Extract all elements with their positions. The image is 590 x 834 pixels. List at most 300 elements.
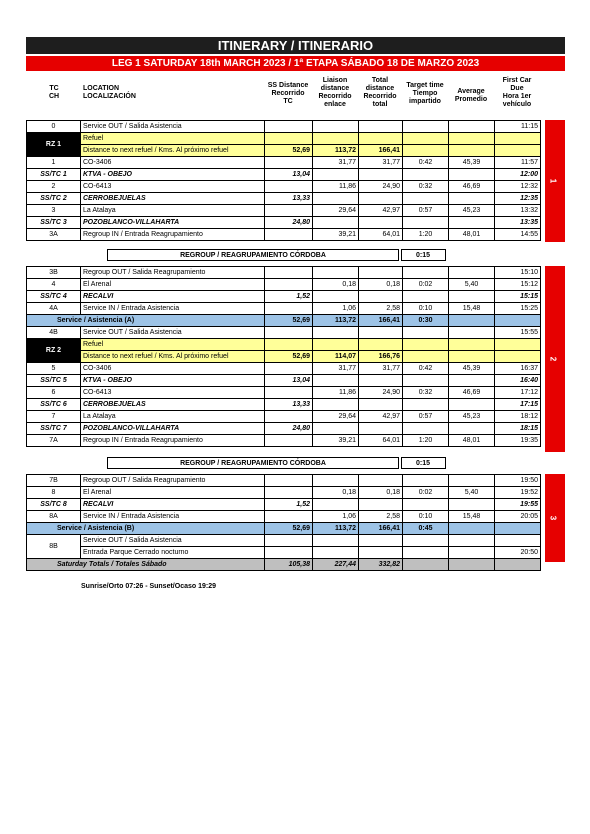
cell-avg: 48,01 <box>449 435 495 447</box>
cell-total: 332,82 <box>359 559 403 571</box>
cell-first: 17:15 <box>495 399 541 411</box>
page-title: ITINERARY / ITINERARIO <box>26 37 565 54</box>
cell-liaison: 1,06 <box>313 511 359 523</box>
cell-total: 64,01 <box>359 229 403 241</box>
cell-first: 16:40 <box>495 375 541 387</box>
cell-ss <box>265 511 313 523</box>
table-row <box>27 375 541 387</box>
cell-avg <box>449 217 495 229</box>
cell-target: 1:20 <box>403 435 449 447</box>
table-row <box>27 351 541 363</box>
cell-avg <box>449 399 495 411</box>
cell-liaison <box>313 121 359 133</box>
header-average: Average Promedio <box>454 88 488 103</box>
table-row <box>27 327 541 339</box>
cell-liaison: 113,72 <box>313 523 359 535</box>
cell-liaison: 0,18 <box>313 279 359 291</box>
leg-label-1: 1 <box>548 178 558 184</box>
cell-avg <box>449 499 495 511</box>
cell-ss: 52,69 <box>265 351 313 363</box>
header-location: LOCATION LOCALIZACIÓN <box>83 85 136 100</box>
cell-target: 0:57 <box>403 411 449 423</box>
cell-first: 20:05 <box>495 511 541 523</box>
header-tc: TC CH <box>48 85 60 100</box>
cell-total: 31,77 <box>359 363 403 375</box>
cell-first <box>495 315 541 327</box>
table-row <box>27 267 541 279</box>
cell-liaison <box>313 169 359 181</box>
cell-avg <box>449 121 495 133</box>
cell-liaison: 31,77 <box>313 363 359 375</box>
cell-ss <box>265 157 313 169</box>
cell-ss: 105,38 <box>265 559 313 571</box>
cell-total <box>359 339 403 351</box>
cell-loc: RECALVI <box>81 291 265 303</box>
cell-avg <box>449 523 495 535</box>
cell-ss <box>265 267 313 279</box>
cell-avg <box>449 423 495 435</box>
cell-ss <box>265 411 313 423</box>
cell-loc: La Atalaya <box>81 411 265 423</box>
cell-target <box>403 423 449 435</box>
table-row <box>27 475 541 487</box>
cell-ss <box>265 121 313 133</box>
cell-avg: 15,48 <box>449 303 495 315</box>
cell-avg: 48,01 <box>449 229 495 241</box>
cell-total <box>359 217 403 229</box>
cell-loc: CERROBEJUELAS <box>81 193 265 205</box>
cell-target <box>403 351 449 363</box>
cell-ss: 52,69 <box>265 145 313 157</box>
cell-ss <box>265 475 313 487</box>
cell-avg: 45,39 <box>449 363 495 375</box>
cell-first: 19:52 <box>495 487 541 499</box>
cell-tc: 0 <box>27 121 81 133</box>
cell-total <box>359 327 403 339</box>
table-row <box>27 181 541 193</box>
cell-first: 18:15 <box>495 423 541 435</box>
cell-loc: Service / Asistencia (B) <box>27 523 265 535</box>
cell-avg <box>449 475 495 487</box>
cell-avg <box>449 339 495 351</box>
cell-ss: 13,04 <box>265 375 313 387</box>
cell-loc: Refuel <box>81 133 265 145</box>
table-row <box>27 169 541 181</box>
cell-loc: CO-6413 <box>81 181 265 193</box>
cell-total <box>359 535 403 547</box>
cell-target: 0:02 <box>403 279 449 291</box>
cell-first: 13:35 <box>495 217 541 229</box>
cell-target: 0:10 <box>403 303 449 315</box>
cell-first: 19:35 <box>495 435 541 447</box>
cell-ss <box>265 387 313 399</box>
cell-ss <box>265 279 313 291</box>
cell-ss <box>265 535 313 547</box>
cell-target <box>403 291 449 303</box>
table-row <box>27 121 541 133</box>
cell-first <box>495 133 541 145</box>
table-row <box>27 291 541 303</box>
cell-target: 0:57 <box>403 205 449 217</box>
cell-total: 166,41 <box>359 145 403 157</box>
cell-total: 42,97 <box>359 205 403 217</box>
cell-target <box>403 547 449 559</box>
cell-loc: POZOBLANCO-VILLAHARTA <box>81 217 265 229</box>
cell-target <box>403 133 449 145</box>
cell-liaison: 39,21 <box>313 435 359 447</box>
cell-ss <box>265 181 313 193</box>
cell-target: 0:02 <box>403 487 449 499</box>
cell-avg <box>449 547 495 559</box>
cell-loc: El Arenal <box>81 487 265 499</box>
cell-ss <box>265 205 313 217</box>
cell-liaison <box>313 133 359 145</box>
cell-total: 24,90 <box>359 387 403 399</box>
cell-total <box>359 193 403 205</box>
cell-ss <box>265 339 313 351</box>
cell-first: 18:12 <box>495 411 541 423</box>
cell-first: 11:15 <box>495 121 541 133</box>
cell-tc: 5 <box>27 363 81 375</box>
cell-ss <box>265 327 313 339</box>
cell-total <box>359 375 403 387</box>
itinerary-section-2 <box>26 266 541 447</box>
cell-target <box>403 327 449 339</box>
cell-tc: SS/TC 7 <box>27 423 81 435</box>
cell-loc: KTVA - OBEJO <box>81 375 265 387</box>
cell-loc: Service IN / Entrada Asistencia <box>81 303 265 315</box>
cell-ss: 24,80 <box>265 423 313 435</box>
cell-liaison: 31,77 <box>313 157 359 169</box>
cell-first: 19:55 <box>495 499 541 511</box>
cell-ss: 52,69 <box>265 315 313 327</box>
cell-tc: SS/TC 8 <box>27 499 81 511</box>
cell-first: 15:15 <box>495 291 541 303</box>
cell-total <box>359 267 403 279</box>
cell-loc: Regroup OUT / Salida Reagrupamiento <box>81 475 265 487</box>
cell-loc: El Arenal <box>81 279 265 291</box>
cell-tc: 4A <box>27 303 81 315</box>
page-subtitle: LEG 1 SATURDAY 18th MARCH 2023 / 1ª ETAPA SÁBADO 18 DE MARZO 2023 <box>26 56 565 71</box>
cell-target: 0:45 <box>403 523 449 535</box>
cell-avg: 45,39 <box>449 157 495 169</box>
header-total: Total distance Recorrido total <box>363 77 397 108</box>
cell-loc: Regroup IN / Entrada Reagrupamiento <box>81 229 265 241</box>
cell-liaison <box>313 499 359 511</box>
cell-tc: 2 <box>27 181 81 193</box>
table-row <box>27 279 541 291</box>
cell-total: 31,77 <box>359 157 403 169</box>
cell-loc: Service OUT / Salida Asistencia <box>81 327 265 339</box>
sunrise-sunset: Sunrise/Orto 07:26 - Sunset/Ocaso 19:29 <box>81 583 216 590</box>
cell-liaison: 114,07 <box>313 351 359 363</box>
table-row <box>27 559 541 571</box>
cell-total: 0,18 <box>359 279 403 291</box>
cell-liaison <box>313 535 359 547</box>
cell-first: 12:32 <box>495 181 541 193</box>
itinerary-section-3 <box>26 474 541 571</box>
table-row <box>27 145 541 157</box>
table-row <box>27 193 541 205</box>
cell-target: 0:32 <box>403 181 449 193</box>
cell-liaison <box>313 375 359 387</box>
cell-target: 0:30 <box>403 315 449 327</box>
cell-avg <box>449 351 495 363</box>
cell-target: 0:42 <box>403 363 449 375</box>
table-row <box>27 387 541 399</box>
regroup-row-1: REGROUP / REAGRUPAMIENTO CÓRDOBA <box>107 249 399 261</box>
cell-loc: Service OUT / Salida Asistencia <box>81 121 265 133</box>
itinerary-section-1 <box>26 120 541 241</box>
cell-tc: 7B <box>27 475 81 487</box>
cell-first: 13:32 <box>495 205 541 217</box>
regroup-row-2: REGROUP / REAGRUPAMIENTO CÓRDOBA <box>107 457 399 469</box>
table-row <box>27 133 541 145</box>
cell-avg: 45,23 <box>449 411 495 423</box>
cell-target <box>403 169 449 181</box>
cell-liaison: 11,86 <box>313 181 359 193</box>
cell-target <box>403 267 449 279</box>
cell-target: 1:20 <box>403 229 449 241</box>
cell-tc: SS/TC 4 <box>27 291 81 303</box>
cell-avg: 5,40 <box>449 487 495 499</box>
cell-total: 64,01 <box>359 435 403 447</box>
cell-loc: Regroup IN / Entrada Reagrupamiento <box>81 435 265 447</box>
cell-total: 166,41 <box>359 315 403 327</box>
cell-ss: 24,80 <box>265 217 313 229</box>
cell-target: 0:10 <box>403 511 449 523</box>
cell-target <box>403 399 449 411</box>
cell-loc: La Atalaya <box>81 205 265 217</box>
cell-first: 15:10 <box>495 267 541 279</box>
cell-ss: 1,52 <box>265 291 313 303</box>
cell-ss <box>265 435 313 447</box>
cell-first <box>495 145 541 157</box>
table-row <box>27 487 541 499</box>
cell-liaison <box>313 399 359 411</box>
cell-ss <box>265 363 313 375</box>
cell-tc: 3A <box>27 229 81 241</box>
cell-ss <box>265 547 313 559</box>
table-row <box>27 435 541 447</box>
cell-avg <box>449 559 495 571</box>
cell-liaison <box>313 547 359 559</box>
cell-first: 11:57 <box>495 157 541 169</box>
cell-tc: SS/TC 3 <box>27 217 81 229</box>
cell-target <box>403 559 449 571</box>
cell-tc: 1 <box>27 157 81 169</box>
cell-ss: 1,52 <box>265 499 313 511</box>
cell-ss: 13,04 <box>265 169 313 181</box>
header-liaison: Liaison distance Recorrido enlace <box>318 77 352 108</box>
cell-total <box>359 475 403 487</box>
cell-tc: 3B <box>27 267 81 279</box>
cell-first <box>495 535 541 547</box>
cell-first: 19:50 <box>495 475 541 487</box>
cell-loc: POZOBLANCO-VILLAHARTA <box>81 423 265 435</box>
cell-tc: SS/TC 2 <box>27 193 81 205</box>
cell-total <box>359 499 403 511</box>
cell-first: 16:37 <box>495 363 541 375</box>
cell-avg: 46,69 <box>449 387 495 399</box>
cell-first <box>495 351 541 363</box>
cell-total: 0,18 <box>359 487 403 499</box>
cell-loc: KTVA - OBEJO <box>81 169 265 181</box>
cell-total: 2,58 <box>359 303 403 315</box>
cell-target <box>403 145 449 157</box>
cell-total: 166,76 <box>359 351 403 363</box>
cell-loc: CERROBEJUELAS <box>81 399 265 411</box>
cell-avg <box>449 291 495 303</box>
table-row <box>27 339 541 351</box>
regroup-time-2: 0:15 <box>401 457 446 469</box>
cell-liaison <box>313 475 359 487</box>
cell-tc: RZ 2 <box>27 339 81 363</box>
cell-ss <box>265 229 313 241</box>
cell-avg <box>449 169 495 181</box>
header-ss-distance: SS Distance Recorrido TC <box>267 82 309 105</box>
cell-target <box>403 499 449 511</box>
cell-tc: 8A <box>27 511 81 523</box>
cell-loc: Service / Asistencia (A) <box>27 315 265 327</box>
cell-liaison <box>313 423 359 435</box>
table-row <box>27 205 541 217</box>
cell-liaison: 0,18 <box>313 487 359 499</box>
cell-target <box>403 121 449 133</box>
cell-target <box>403 193 449 205</box>
cell-avg: 5,40 <box>449 279 495 291</box>
cell-ss <box>265 303 313 315</box>
cell-loc: CO-6413 <box>81 387 265 399</box>
cell-avg <box>449 133 495 145</box>
cell-loc: Saturday Totals / Totales Sábado <box>27 559 265 571</box>
leg-marker-1 <box>545 120 565 242</box>
cell-liaison <box>313 327 359 339</box>
cell-avg <box>449 375 495 387</box>
cell-first: 15:12 <box>495 279 541 291</box>
cell-avg <box>449 145 495 157</box>
table-row <box>27 399 541 411</box>
cell-liaison: 227,44 <box>313 559 359 571</box>
cell-tc: 4B <box>27 327 81 339</box>
table-row <box>27 547 541 559</box>
table-row <box>27 315 541 327</box>
cell-ss <box>265 133 313 145</box>
cell-tc: 3 <box>27 205 81 217</box>
cell-loc: Service IN / Entrada Asistencia <box>81 511 265 523</box>
cell-first: 12:00 <box>495 169 541 181</box>
cell-first: 15:55 <box>495 327 541 339</box>
table-row <box>27 499 541 511</box>
cell-avg <box>449 535 495 547</box>
cell-total: 24,90 <box>359 181 403 193</box>
table-row <box>27 217 541 229</box>
cell-tc: 8 <box>27 487 81 499</box>
cell-first: 17:12 <box>495 387 541 399</box>
cell-ss <box>265 487 313 499</box>
cell-total: 166,41 <box>359 523 403 535</box>
cell-total <box>359 399 403 411</box>
cell-liaison <box>313 217 359 229</box>
cell-loc: Refuel <box>81 339 265 351</box>
cell-liaison: 113,72 <box>313 145 359 157</box>
cell-liaison <box>313 267 359 279</box>
regroup-time-1: 0:15 <box>401 249 446 261</box>
cell-avg <box>449 327 495 339</box>
table-row <box>27 363 541 375</box>
table-row <box>27 411 541 423</box>
cell-total <box>359 133 403 145</box>
table-row <box>27 303 541 315</box>
cell-avg <box>449 267 495 279</box>
cell-liaison: 11,86 <box>313 387 359 399</box>
cell-loc: Regroup OUT / Salida Reagrupamiento <box>81 267 265 279</box>
cell-avg: 15,48 <box>449 511 495 523</box>
cell-first: 15:25 <box>495 303 541 315</box>
cell-tc: 7A <box>27 435 81 447</box>
cell-tc: SS/TC 1 <box>27 169 81 181</box>
leg-marker-3 <box>545 474 565 562</box>
cell-tc: 8B <box>27 535 81 559</box>
table-row <box>27 535 541 547</box>
cell-target <box>403 217 449 229</box>
cell-tc: SS/TC 5 <box>27 375 81 387</box>
header-target: Target time Tiempo impartido <box>406 82 444 105</box>
cell-total: 42,97 <box>359 411 403 423</box>
cell-first: 20:50 <box>495 547 541 559</box>
cell-avg: 46,69 <box>449 181 495 193</box>
cell-liaison: 29,64 <box>313 205 359 217</box>
header-first-car: First Car Due Hora 1er vehículo <box>502 77 532 108</box>
cell-first: 12:35 <box>495 193 541 205</box>
cell-avg: 45,23 <box>449 205 495 217</box>
cell-first: 14:55 <box>495 229 541 241</box>
cell-first <box>495 559 541 571</box>
cell-tc: 7 <box>27 411 81 423</box>
cell-first <box>495 339 541 351</box>
cell-total <box>359 291 403 303</box>
cell-total <box>359 121 403 133</box>
table-row <box>27 229 541 241</box>
cell-ss: 52,69 <box>265 523 313 535</box>
cell-loc: Entrada Parque Cerrado nocturno <box>81 547 265 559</box>
table-row <box>27 511 541 523</box>
cell-total <box>359 169 403 181</box>
cell-liaison: 113,72 <box>313 315 359 327</box>
cell-liaison: 29,64 <box>313 411 359 423</box>
cell-tc: SS/TC 6 <box>27 399 81 411</box>
cell-loc: Distance to next refuel / Kms. Al próximo refuel <box>81 351 265 363</box>
cell-loc: RECALVI <box>81 499 265 511</box>
cell-target <box>403 339 449 351</box>
cell-ss: 13,33 <box>265 193 313 205</box>
cell-total: 2,58 <box>359 511 403 523</box>
cell-tc: RZ 1 <box>27 133 81 157</box>
cell-ss: 13,33 <box>265 399 313 411</box>
cell-tc: 6 <box>27 387 81 399</box>
cell-avg <box>449 315 495 327</box>
cell-loc: Service OUT / Salida Asistencia <box>81 535 265 547</box>
cell-total <box>359 547 403 559</box>
table-row <box>27 523 541 535</box>
cell-liaison: 1,06 <box>313 303 359 315</box>
cell-liaison <box>313 291 359 303</box>
cell-liaison: 39,21 <box>313 229 359 241</box>
cell-target <box>403 375 449 387</box>
leg-label-3: 3 <box>548 515 558 521</box>
cell-target <box>403 475 449 487</box>
cell-liaison <box>313 193 359 205</box>
